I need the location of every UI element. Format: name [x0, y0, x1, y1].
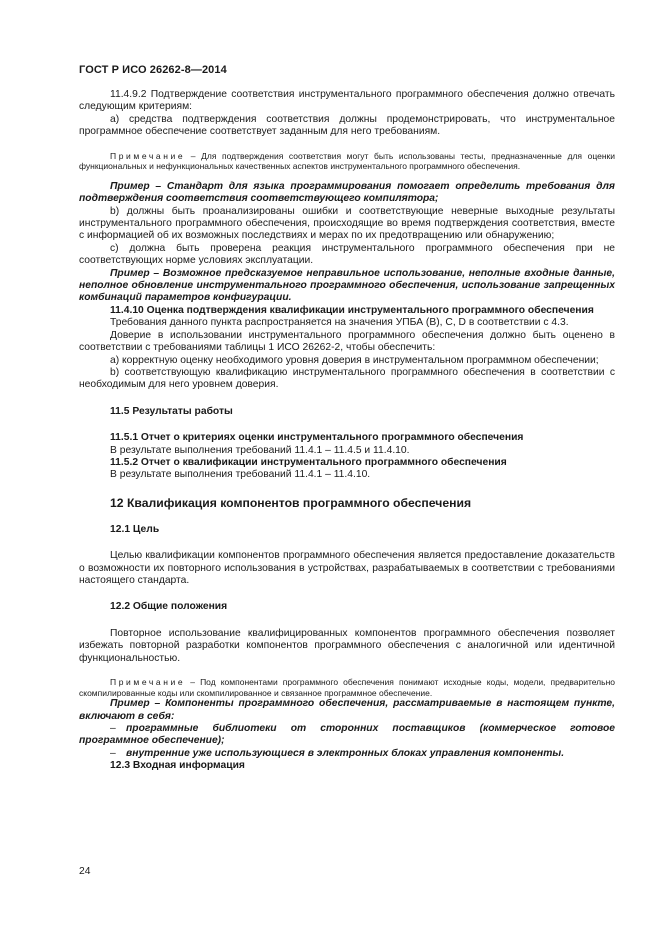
paragraph-12-1: Целью квалификации компонентов программного обеспечения является предоставление доказательств о возможности их повторного использования в устройствах, разрабатываемых в соответствии с требованиями настоящего стандарта.	[79, 550, 615, 586]
note-1-text: – Для подтверждения соответствия могут быть использованы тесты, предназначенные для оценки функциональных и нефункциональных качественных аспектов инструментального программного обеспечения.	[79, 150, 615, 172]
note-2	[79, 677, 615, 698]
note-1	[79, 151, 615, 172]
heading-11-5-2: 11.5.2 Отчет о квалификации инструментального программного обеспечения	[110, 456, 507, 468]
example-2: Пример – Возможное предсказуемое неправильное использование, неполные входные данные, неполное обновление инструментального программного обеспечения, использование запрещенных комбинаций параметров конфигурации.	[79, 267, 615, 304]
note-2-text: – Под компонентами программного обеспечения понимают исходные коды, модели, предварительно скомпилированные коды или скомпилированное и связанное программное обеспечение.	[79, 677, 615, 698]
heading-11-5-1: 11.5.1 Отчет о критериях оценки инструментального программного обеспечения	[110, 432, 524, 444]
example-3: Пример – Компоненты программного обеспечения, рассматриваемые в настоящем пункте, включают в себя:	[79, 698, 615, 722]
note-2-label: Примечание	[110, 677, 186, 687]
paragraph-requirement-scope: Требования данного пункта распространяется на значения УПБА (В), С, D в соответствии с 4.3.	[110, 317, 569, 329]
heading-12-3: 12.3 Входная информация	[110, 760, 245, 772]
paragraph-confidence: Доверие в использовании инструментального программного обеспечения должно быть оценено в соответствии с требованиями таблицы 1 ИСО 26262-2, чтобы обеспечить:	[79, 329, 615, 354]
example-1: Пример – Стандарт для языка программирования помогает определить требования для подтверждения соответствия соответствующего компилятора;	[79, 180, 615, 205]
heading-11-4-10: 11.4.10 Оценка подтверждения квалификации инструментального программного обеспечения	[110, 304, 594, 316]
heading-12-2: 12.2 Общие положения	[110, 601, 228, 613]
note-1-label: Примечание	[110, 150, 186, 161]
paragraph-12-2: Повторное использование квалифицированных компонентов программного обеспечения позволяет избежать повторной разработки компонентов программного обеспечения с аналогичной или идентичной функциональностью.	[79, 627, 615, 664]
heading-11-5: 11.5 Результаты работы	[110, 405, 233, 417]
heading-12: 12 Квалификация компонентов программного обеспечения	[110, 495, 472, 510]
document-body	[79, 89, 615, 773]
document-header: ГОСТ Р ИСО 26262-8—2014	[79, 64, 227, 76]
list-item-1-text: программные библиотеки от сторонних поставщиков (коммерческое готовое программное обеспечение);	[79, 723, 615, 747]
paragraph-confidence-b: b) соответствующую квалификацию инструментального программного обеспечения в соответствии с необходимым для него уровнем доверия.	[79, 366, 615, 391]
paragraph-criterion-a: a) средства подтверждения соответствия должны продемонстрировать, что инструментальное программное обеспечение соответствует заданным для него требованиям.	[79, 113, 615, 138]
list-dash-2: –	[110, 747, 116, 759]
page-number: 24	[79, 866, 91, 877]
paragraph-11-5-2-result: В результате выполнения требований 11.4.1 – 11.4.10.	[110, 469, 371, 481]
paragraph-criterion-c: c) должна быть проверена реакция инструментального программного обеспечения при не соответствующих норме условиях эксплуатации.	[79, 242, 615, 267]
list-item-1	[79, 723, 615, 748]
heading-12-1: 12.1 Цель	[110, 523, 160, 535]
list-item-2	[79, 748, 615, 760]
paragraph-criterion-b: b) должны быть проанализированы ошибки и соответствующие неверные выходные результаты инструментального программного обеспечения, происходящие во время подтверждения соответствия, вместе с информацией об их возможных последствиях и мерах по их предотвращению или обнаружению;	[79, 205, 615, 242]
list-dash-1: –	[110, 723, 116, 734]
paragraph-11-5-1-result: В результате выполнения требований 11.4.1 – 11.4.5 и 11.4.10.	[110, 444, 410, 456]
paragraph-confidence-a: a) корректную оценку необходимого уровня доверия в инструментальном программном обеспечении;	[110, 354, 599, 366]
list-item-2-text: внутренние уже использующиеся в электронных блоках управления компоненты.	[126, 747, 565, 759]
paragraph-11-4-9-2: 11.4.9.2 Подтверждение соответствия инструментального программного обеспечения должно отвечать следующим критериям:	[79, 89, 615, 113]
